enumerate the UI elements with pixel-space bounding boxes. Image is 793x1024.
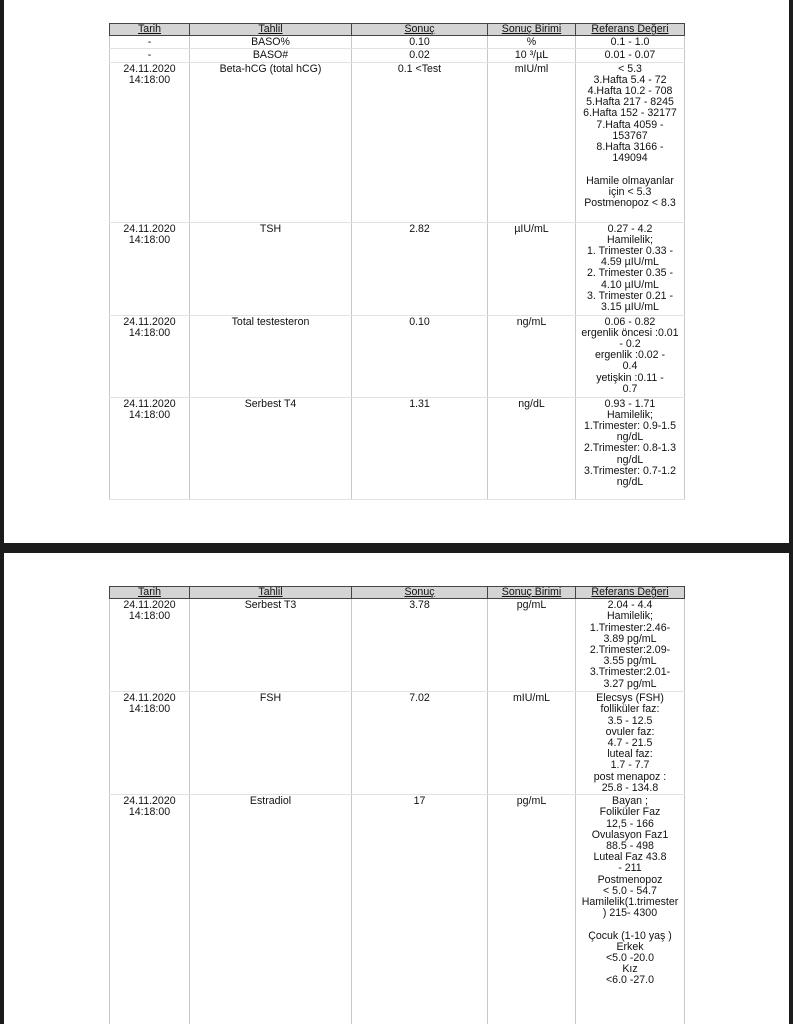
table-row-beta-hcg <box>110 62 685 222</box>
header-test: Tahlil <box>190 587 352 599</box>
cell-unit: pg/mL <box>488 599 576 692</box>
cell-unit: mIU/ml <box>488 62 576 222</box>
report-page-2 <box>4 553 789 1024</box>
table-row-free-t3 <box>110 599 685 692</box>
cell-date: 24.11.2020 14:18:00 <box>110 315 190 397</box>
cell-reference: 0.27 - 4.2 Hamilelik; 1. Trimester 0.33 - 4.59 µIU/mL 2. Trimester 0.35 - 4.10 µIU/mL 3. Trimester 0.21 - 3.15 µIU/mL <box>576 222 685 315</box>
cell-unit: 10 ³/µL <box>488 49 576 62</box>
cell-unit: ng/mL <box>488 315 576 397</box>
cell-result: 17 <box>352 795 488 1024</box>
cell-unit: µIU/mL <box>488 222 576 315</box>
header-result: Sonuç <box>352 24 488 36</box>
table-row-baso-count <box>110 49 685 62</box>
header-unit: Sonuç Birimi <box>488 587 576 599</box>
cell-result: 0.10 <box>352 36 488 49</box>
cell-reference: Bayan ; Foliküler Faz 12,5 - 166 Ovulasyon Faz1 88.5 - 498 Luteal Faz 43.8 - 211 Postmenopoz < 5.0 - 54.7 Hamilelik(1.trimester ) 215- 4300 Çocuk (1-10 yaş ) Erkek <5.0 -20.0 Kız <6.0 -27.0 <box>576 795 685 1024</box>
cell-reference: Elecsys (FSH) folliküler faz: 3.5 - 12.5 ovuler faz: 4.7 - 21.5 luteal faz: 1.7 - 7.7 post menapoz : 25.8 - 134.8 <box>576 692 685 795</box>
header-reference: Referans Değeri <box>576 587 685 599</box>
cell-date: 24.11.2020 14:18:00 <box>110 795 190 1024</box>
cell-test: Serbest T3 <box>190 599 352 692</box>
table-row-fsh <box>110 692 685 795</box>
cell-result: 2.82 <box>352 222 488 315</box>
table-header-row <box>110 587 685 599</box>
cell-reference: < 5.3 3.Hafta 5.4 - 72 4.Hafta 10.2 - 708 5.Hafta 217 - 8245 6.Hafta 152 - 32177 7.Hafta 4059 - 153767 8.Hafta 3166 - 149094 Hamile olmayanlar için < 5.3 Postmenopoz < 8.3 <box>576 62 685 222</box>
report-page-1 <box>4 0 789 543</box>
cell-date: - <box>110 36 190 49</box>
table-header-row <box>110 24 685 36</box>
cell-reference: 0.93 - 1.71 Hamilelik; 1.Trimester: 0.9-1.5 ng/dL 2.Trimester: 0.8-1.3 ng/dL 3.Trimester: 0.7-1.2 ng/dL <box>576 397 685 499</box>
table-row-estradiol <box>110 795 685 1024</box>
table-row-tsh <box>110 222 685 315</box>
cell-unit: mIU/mL <box>488 692 576 795</box>
cell-result: 0.02 <box>352 49 488 62</box>
table-row-total-testosterone <box>110 315 685 397</box>
table-row-baso-percent <box>110 36 685 49</box>
header-date: Tarih <box>110 587 190 599</box>
lab-results-table-1 <box>109 23 685 500</box>
cell-test: Serbest T4 <box>190 397 352 499</box>
cell-date: 24.11.2020 14:18:00 <box>110 62 190 222</box>
cell-date: 24.11.2020 14:18:00 <box>110 397 190 499</box>
cell-date: 24.11.2020 14:18:00 <box>110 222 190 315</box>
cell-unit: pg/mL <box>488 795 576 1024</box>
cell-result: 1.31 <box>352 397 488 499</box>
cell-test: Estradiol <box>190 795 352 1024</box>
cell-test: BASO# <box>190 49 352 62</box>
cell-result: 0.10 <box>352 315 488 397</box>
cell-test: Total testesteron <box>190 315 352 397</box>
cell-date: 24.11.2020 14:18:00 <box>110 692 190 795</box>
header-result: Sonuç <box>352 587 488 599</box>
cell-test: Beta-hCG (total hCG) <box>190 62 352 222</box>
cell-reference: 0.1 - 1.0 <box>576 36 685 49</box>
cell-reference: 0.06 - 0.82 ergenlik öncesi :0.01 - 0.2 ergenlik :0.02 - 0.4 yetişkin :0.11 - 0.7 <box>576 315 685 397</box>
lab-results-table-2 <box>109 586 685 1024</box>
header-date: Tarih <box>110 24 190 36</box>
cell-date: 24.11.2020 14:18:00 <box>110 599 190 692</box>
header-test: Tahlil <box>190 24 352 36</box>
header-unit: Sonuç Birimi <box>488 24 576 36</box>
cell-test: TSH <box>190 222 352 315</box>
cell-reference: 0.01 - 0.07 <box>576 49 685 62</box>
cell-result: 0.1 <Test <box>352 62 488 222</box>
header-reference: Referans Değeri <box>576 24 685 36</box>
cell-date: - <box>110 49 190 62</box>
cell-test: BASO% <box>190 36 352 49</box>
cell-result: 3.78 <box>352 599 488 692</box>
table-row-free-t4 <box>110 397 685 499</box>
cell-test: FSH <box>190 692 352 795</box>
cell-result: 7.02 <box>352 692 488 795</box>
cell-reference: 2.04 - 4.4 Hamilelik; 1.Trimester:2.46- 3.89 pg/mL 2.Trimester:2.09- 3.55 pg/mL 3.Trimester:2.01- 3.27 pg/mL <box>576 599 685 692</box>
cell-unit: ng/dL <box>488 397 576 499</box>
cell-unit: % <box>488 36 576 49</box>
